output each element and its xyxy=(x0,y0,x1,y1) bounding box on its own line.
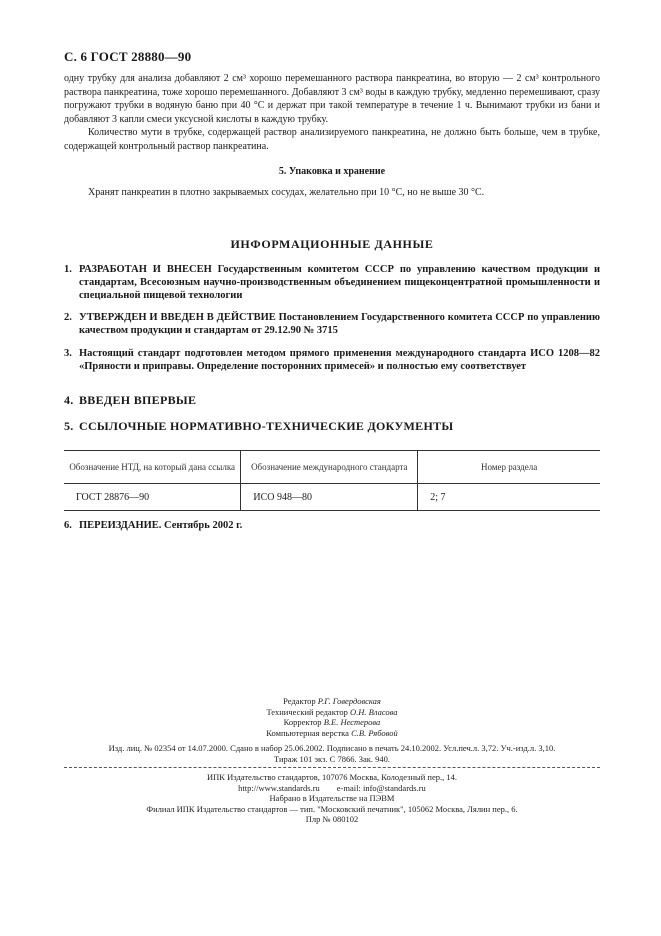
credit-line: Технический редактор О.Н. Власова xyxy=(266,706,398,717)
item-text: Настоящий стандарт подготовлен методом прямого применения международного стандарта ИСО 1208—82 «Пряности и приправы. Определение посторонних примесей» и полностью ему соответствует xyxy=(79,348,600,372)
publisher-line: http://www.standards.ru e-mail: info@standards.ru xyxy=(238,782,426,793)
paragraph: Количество мути в трубке, содержащей раствор анализируемого панкреатина, не должно быть больше, чем в трубке, содержащей контрольный раствор панкреатина. xyxy=(64,127,600,152)
item-number: 6. xyxy=(64,520,72,531)
item-number: 2. xyxy=(64,312,72,323)
references-table xyxy=(64,450,600,511)
item-text: ВВЕДЕН ВПЕРВЫЕ xyxy=(79,393,197,407)
item-text: ССЫЛОЧНЫЕ НОРМАТИВНО-ТЕХНИЧЕСКИЕ ДОКУМЕНТЫ xyxy=(79,419,454,433)
publication-details xyxy=(64,743,600,764)
publication-line: Тираж 101 экз. С 7866. Зак. 940. xyxy=(273,753,391,764)
publisher-line: Плр № 080102 xyxy=(305,814,359,824)
page-header: С. 6 ГОСТ 28880—90 xyxy=(64,49,192,64)
column-header: Обозначение международного стандарта xyxy=(241,451,418,484)
info-item xyxy=(64,311,600,337)
info-title: ИНФОРМАЦИОННЫЕ ДАННЫЕ xyxy=(230,237,434,251)
info-item xyxy=(64,394,600,407)
item-number: 5. xyxy=(64,419,74,433)
publisher-line: Набрано в Издательстве на ПЭВМ xyxy=(269,793,395,803)
item-text: РАЗРАБОТАН И ВНЕСЕН Государственным комитетом СССР по управлению качеством продукции и стандартам, Всесоюзным научно-производственным объединением пищеконцентратной промышленности и специальной пищевой технологии xyxy=(79,264,600,301)
table-cell: ГОСТ 28876—90 xyxy=(64,484,241,511)
info-item xyxy=(64,263,600,302)
publication-line: Изд. лиц. № 02354 от 14.07.2000. Сдано в набор 25.06.2002. Подписано в печать 24.10.2002. Усл.печ.л. 3,72. Уч.-изд.л. 3,10. xyxy=(108,743,556,753)
table-header-row xyxy=(64,451,600,484)
item-text: ПЕРЕИЗДАНИЕ. Сентябрь 2002 г. xyxy=(79,520,243,531)
column-header: Номер раздела xyxy=(418,451,600,484)
credit-line: Компьютерная верстка С.В. Рябовой xyxy=(266,727,398,738)
item-text: УТВЕРЖДЕН И ВВЕДЕН В ДЕЙСТВИЕ Постановлением Государственного комитета СССР по управлению качеством продукции и стандартам от 29.12.90 № 3715 xyxy=(79,312,600,336)
divider xyxy=(64,767,600,768)
credit-line: Корректор В.Е. Нестерова xyxy=(283,717,381,727)
item-number: 3. xyxy=(64,348,72,359)
table-row xyxy=(64,484,600,511)
body-text-block xyxy=(64,72,600,153)
column-header: Обозначение НТД, на который дана ссылка xyxy=(64,451,241,484)
publisher-info xyxy=(64,772,600,825)
paragraph: одну трубку для анализа добавляют 2 см³ хорошо перемешанного раствора панкреатина, во вторую — 2 см³ контрольного раствора панкреатина, тоже хорошо перемешанного. Добавляют 3 см³ воды в каждую трубку, медленно перемешивают, сразу погружают трубки в водяную баню при 40 °С и держат при такой температуре в течение 1 ч. Вынимают трубки из бани и добавляют 3 капли смеси уксусной кислоты в каждую трубку. xyxy=(64,73,600,125)
info-item xyxy=(64,347,600,373)
publisher-line: Филиал ИПК Издательство стандартов — тип. "Московский печатник", 105062 Москва, Лялин пер., 6. xyxy=(146,803,518,814)
table-cell: 2; 7 xyxy=(418,484,600,511)
item-number: 1. xyxy=(64,264,72,275)
info-item xyxy=(64,519,600,532)
editorial-credits xyxy=(64,696,600,738)
section-text: Хранят панкреатин в плотно закрываемых сосудах, желательно при 10 °С, но не выше 30 °С. xyxy=(88,187,485,198)
section-title: 5. Упаковка и хранение xyxy=(278,166,386,177)
item-number: 4. xyxy=(64,393,74,407)
table-cell: ИСО 948—80 xyxy=(241,484,418,511)
publisher-line: ИПК Издательство стандартов, 107076 Москва, Колодезный пер., 14. xyxy=(207,772,457,782)
credit-line: Редактор Р.Г. Говердовская xyxy=(283,696,381,706)
info-item xyxy=(64,420,600,433)
